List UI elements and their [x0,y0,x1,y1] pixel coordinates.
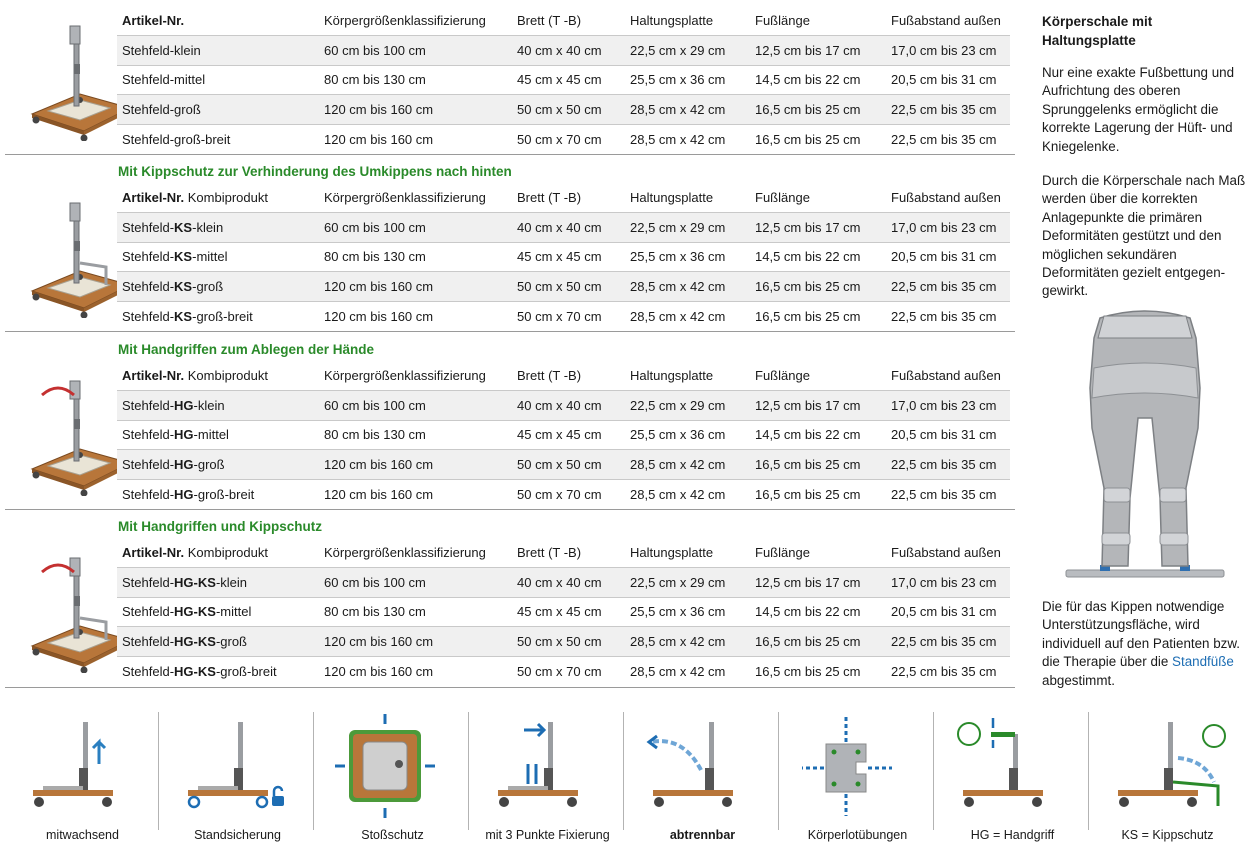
cell-platte: 22,5 cm x 29 cm [625,36,750,66]
table-header [117,183,1010,213]
product-table [117,183,1010,331]
article-number: Stehfeld-groß-breit [117,124,319,154]
cell-fuss: 12,5 cm bis 17 cm [750,36,886,66]
feature-5 [780,712,935,844]
article-number: Stehfeld-HG-klein [117,391,319,421]
cell-platte: 28,5 cm x 42 cm [625,627,750,657]
feature-label: Standsicherung [194,828,281,842]
feature-strip [5,712,1245,844]
cell-abstand: 17,0 cm bis 23 cm [886,213,1010,243]
cell-fuss: 16,5 cm bis 25 cm [750,301,886,331]
cell-size: 60 cm bis 100 cm [319,391,512,421]
feature-label: Körperlotübungen [807,828,908,842]
sidebar [1042,12,1247,301]
column-header: Haltungsplatte [630,190,714,206]
cell-fuss: 14,5 cm bis 22 cm [750,597,886,627]
table-row [117,213,1010,243]
column-header: Fußabstand außen [891,545,1001,561]
feature-label: KS = Kippschutz [1121,828,1214,842]
cell-fuss: 16,5 cm bis 25 cm [750,627,886,657]
article-number: Stehfeld-klein [117,36,319,66]
sidebar-para-1: Nur eine exakte Fußbettung und Aufrichtung des oberen Sprunggelenks ermöglicht die korrekte Lagerung der Hüft- und Kniegelenke. [1042,65,1235,154]
cell-brett: 50 cm x 70 cm [512,301,625,331]
cell-platte: 28,5 cm x 42 cm [625,272,750,302]
cell-abstand: 22,5 cm bis 35 cm [886,301,1010,331]
cell-fuss: 14,5 cm bis 22 cm [750,242,886,272]
bumper-icon [333,712,453,820]
cell-fuss: 16,5 cm bis 25 cm [750,95,886,125]
product-table [117,538,1010,686]
cell-platte: 25,5 cm x 36 cm [625,420,750,450]
column-header: Brett (T -B) [517,190,582,206]
table-row [117,36,1010,66]
product-table [117,6,1010,154]
cell-brett: 45 cm x 45 cm [512,65,625,95]
article-number: Stehfeld-HG-groß-breit [117,479,319,509]
cell-size: 120 cm bis 160 cm [319,656,512,686]
cell-size: 120 cm bis 160 cm [319,627,512,657]
table-header [117,6,1010,36]
feature-divider [623,712,624,830]
column-header: Fußlänge [755,190,810,206]
feature-divider [1088,712,1089,830]
cell-abstand: 20,5 cm bis 31 cm [886,242,1010,272]
cell-platte: 22,5 cm x 29 cm [625,391,750,421]
table-row [117,568,1010,598]
section-divider [5,154,1015,155]
cell-brett: 50 cm x 50 cm [512,272,625,302]
cell-platte: 28,5 cm x 42 cm [625,95,750,125]
cell-size: 80 cm bis 130 cm [319,420,512,450]
cell-size: 60 cm bis 100 cm [319,213,512,243]
cell-fuss: 12,5 cm bis 17 cm [750,213,886,243]
column-header: Artikel-Nr. Kombiprodukt [122,190,268,206]
column-header: Artikel-Nr. [122,13,185,29]
article-number: Stehfeld-KS-groß [117,272,319,302]
cell-platte: 25,5 cm x 36 cm [625,597,750,627]
cell-platte: 28,5 cm x 42 cm [625,656,750,686]
cell-abstand: 17,0 cm bis 23 cm [886,36,1010,66]
feature-3 [470,712,625,844]
feature-7 [1090,712,1245,844]
product-table [117,361,1010,509]
column-header: Fußabstand außen [891,13,1001,29]
section-title: Mit Kippschutz zur Verhinderung des Umkippens nach hinten [118,164,512,179]
grow-icon [23,712,143,820]
cell-brett: 50 cm x 70 cm [512,656,625,686]
sidebar-title: Körperschale mit Haltungsplatte [1042,14,1153,48]
section-title: Mit Handgriffen zum Ablegen der Hände [118,342,375,357]
feature-label: Stoßschutz [361,828,424,842]
column-header: Fußabstand außen [891,190,1001,206]
cell-brett: 50 cm x 50 cm [512,95,625,125]
column-header: Fußabstand außen [891,368,1001,384]
table-row [117,301,1010,331]
table-row [117,656,1010,686]
body-balance-icon [798,712,918,820]
column-header: Körpergrößenklassifizierung [324,13,486,29]
column-header: Brett (T -B) [517,545,582,561]
cell-brett: 50 cm x 70 cm [512,479,625,509]
article-number: Stehfeld-KS-klein [117,213,319,243]
cell-fuss: 14,5 cm bis 22 cm [750,420,886,450]
column-header: Haltungsplatte [630,13,714,29]
cell-brett: 40 cm x 40 cm [512,213,625,243]
cell-platte: 28,5 cm x 42 cm [625,301,750,331]
feature-label: mit 3 Punkte Fixierung [485,828,610,842]
column-header: Haltungsplatte [630,368,714,384]
stability-icon [178,712,298,820]
article-number: Stehfeld-HG-groß [117,450,319,480]
cell-platte: 28,5 cm x 42 cm [625,450,750,480]
table-row [117,391,1010,421]
feature-divider [778,712,779,830]
handgrip-icon [953,712,1073,820]
table-row [117,124,1010,154]
cell-fuss: 12,5 cm bis 17 cm [750,391,886,421]
standfuesse-link[interactable]: Standfüße [1172,654,1234,670]
cell-abstand: 20,5 cm bis 31 cm [886,597,1010,627]
cell-platte: 28,5 cm x 42 cm [625,124,750,154]
cell-size: 80 cm bis 130 cm [319,597,512,627]
detachable-icon [643,712,763,820]
cell-fuss: 16,5 cm bis 25 cm [750,124,886,154]
column-header: Körpergrößenklassifizierung [324,190,486,206]
feature-1 [160,712,315,844]
cell-fuss: 16,5 cm bis 25 cm [750,656,886,686]
column-header: Fußlänge [755,13,810,29]
article-number: Stehfeld-groß [117,95,319,125]
cell-brett: 45 cm x 45 cm [512,420,625,450]
cell-size: 60 cm bis 100 cm [319,36,512,66]
feature-2 [315,712,470,844]
cell-abstand: 20,5 cm bis 31 cm [886,65,1010,95]
cell-size: 120 cm bis 160 cm [319,479,512,509]
body-shell-image [1060,308,1230,580]
cell-platte: 22,5 cm x 29 cm [625,213,750,243]
section-title: Mit Handgriffen und Kippschutz [118,519,322,534]
cell-abstand: 22,5 cm bis 35 cm [886,272,1010,302]
cell-abstand: 20,5 cm bis 31 cm [886,420,1010,450]
cell-size: 80 cm bis 130 cm [319,65,512,95]
cell-platte: 28,5 cm x 42 cm [625,479,750,509]
column-header: Körpergrößenklassifizierung [324,368,486,384]
cell-platte: 25,5 cm x 36 cm [625,242,750,272]
cell-size: 120 cm bis 160 cm [319,95,512,125]
cell-brett: 40 cm x 40 cm [512,568,625,598]
table-header [117,538,1010,568]
cell-fuss: 16,5 cm bis 25 cm [750,272,886,302]
article-number: Stehfeld-HG-KS-mittel [117,597,319,627]
column-header: Fußlänge [755,545,810,561]
column-header: Brett (T -B) [517,13,582,29]
article-number: Stehfeld-HG-KS-klein [117,568,319,598]
column-header: Artikel-Nr. Kombiprodukt [122,545,268,561]
column-header: Körpergrößenklassifizierung [324,545,486,561]
cell-platte: 22,5 cm x 29 cm [625,568,750,598]
sidebar-para-3: Die für das Kippen notwendige Unterstützungsfläche, wird individuell auf den Patienten bzw. die Therapie über die Standfüße abgestimmt. [1042,599,1241,688]
section-divider [5,687,1015,688]
cell-brett: 50 cm x 50 cm [512,450,625,480]
table-header [117,361,1010,391]
article-number: Stehfeld-HG-KS-groß-breit [117,656,319,686]
cell-size: 120 cm bis 160 cm [319,272,512,302]
cell-size: 120 cm bis 160 cm [319,124,512,154]
cell-size: 80 cm bis 130 cm [319,242,512,272]
cell-size: 120 cm bis 160 cm [319,450,512,480]
sidebar-para-2: Durch die Körperschale nach Maß werden über die korrekten Anlagepunkte die primären Deformitäten gestützt und den möglichen sekundären Deformitäten gezielt entgegengewirkt. [1042,173,1246,299]
anti-tip-icon [1108,712,1228,820]
cell-fuss: 16,5 cm bis 25 cm [750,479,886,509]
cell-abstand: 22,5 cm bis 35 cm [886,95,1010,125]
table-row [117,450,1010,480]
cell-fuss: 12,5 cm bis 17 cm [750,568,886,598]
cell-size: 60 cm bis 100 cm [319,568,512,598]
article-number: Stehfeld-KS-mittel [117,242,319,272]
cell-abstand: 22,5 cm bis 35 cm [886,627,1010,657]
feature-6 [935,712,1090,844]
feature-label: HG = Handgriff [970,828,1055,842]
table-row [117,272,1010,302]
feature-divider [313,712,314,830]
article-number: Stehfeld-KS-groß-breit [117,301,319,331]
three-point-icon [488,712,608,820]
section-divider [5,509,1015,510]
cell-abstand: 22,5 cm bis 35 cm [886,479,1010,509]
feature-divider [158,712,159,830]
cell-brett: 45 cm x 45 cm [512,242,625,272]
feature-0 [5,712,160,844]
feature-label: abtrennbar [669,828,736,842]
table-row [117,65,1010,95]
column-header: Artikel-Nr. Kombiprodukt [122,368,268,384]
article-number: Stehfeld-HG-KS-groß [117,627,319,657]
article-number: Stehfeld-mittel [117,65,319,95]
table-row [117,627,1010,657]
cell-brett: 50 cm x 70 cm [512,124,625,154]
table-row [117,420,1010,450]
cell-abstand: 22,5 cm bis 35 cm [886,124,1010,154]
feature-4 [625,712,780,844]
cell-abstand: 17,0 cm bis 23 cm [886,568,1010,598]
table-row [117,242,1010,272]
cell-size: 120 cm bis 160 cm [319,301,512,331]
feature-divider [933,712,934,830]
column-header: Brett (T -B) [517,368,582,384]
cell-brett: 50 cm x 50 cm [512,627,625,657]
cell-brett: 45 cm x 45 cm [512,597,625,627]
cell-brett: 40 cm x 40 cm [512,36,625,66]
cell-abstand: 17,0 cm bis 23 cm [886,391,1010,421]
cell-fuss: 16,5 cm bis 25 cm [750,450,886,480]
cell-fuss: 14,5 cm bis 22 cm [750,65,886,95]
feature-divider [468,712,469,830]
article-number: Stehfeld-HG-mittel [117,420,319,450]
cell-abstand: 22,5 cm bis 35 cm [886,656,1010,686]
table-row [117,95,1010,125]
table-row [117,479,1010,509]
cell-brett: 40 cm x 40 cm [512,391,625,421]
table-row [117,597,1010,627]
column-header: Fußlänge [755,368,810,384]
section-divider [5,331,1015,332]
cell-platte: 25,5 cm x 36 cm [625,65,750,95]
cell-abstand: 22,5 cm bis 35 cm [886,450,1010,480]
column-header: Haltungsplatte [630,545,714,561]
feature-label: mitwachsend [46,828,119,842]
